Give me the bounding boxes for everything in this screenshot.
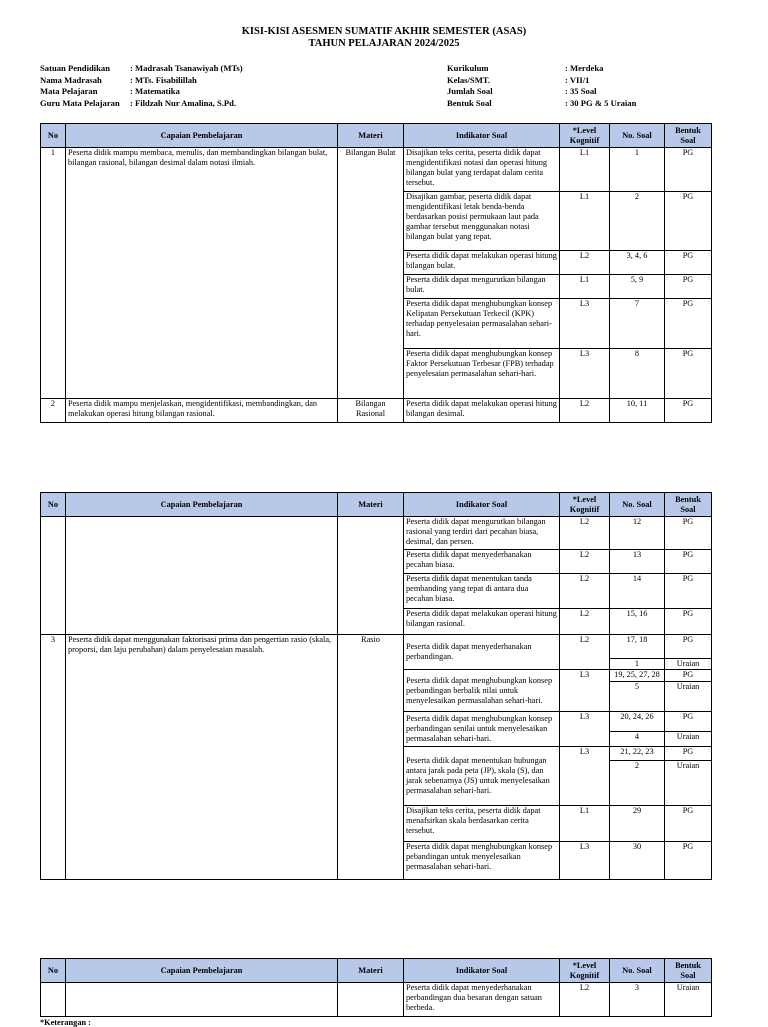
- cell-level: L2: [560, 251, 610, 275]
- cell-bentuk: Uraian: [665, 659, 712, 670]
- cell-bentuk: PG: [665, 299, 712, 349]
- header-nosoal: No. Soal: [610, 124, 665, 148]
- cell-nosoal: 29: [610, 806, 665, 842]
- header-no: No: [41, 959, 66, 983]
- cell-indikator: Peserta didik dapat menyederhanakan pecahan biasa.: [404, 550, 560, 574]
- table-row: [41, 983, 712, 1017]
- cell-materi: [338, 983, 404, 1017]
- header-nosoal: No. Soal: [610, 493, 665, 517]
- cell-level: L3: [560, 747, 610, 806]
- cell-level: L1: [560, 148, 610, 192]
- header-level: *Level Kognitif: [560, 959, 610, 983]
- kisi-table-3: [40, 958, 712, 1017]
- cell-bentuk: PG: [665, 517, 712, 550]
- cell-no: [41, 983, 66, 1017]
- cell-nosoal: 30: [610, 842, 665, 880]
- cell-indikator: Peserta didik dapat menghubungkan konsep perbandingan senilai untuk menyelesaikan permasalahan sehari-hari.: [404, 712, 560, 747]
- cell-bentuk: PG: [665, 192, 712, 251]
- header-cp: Capaian Pembelajaran: [66, 493, 338, 517]
- cell-bentuk: Uraian: [665, 682, 712, 712]
- cell-cp: [66, 983, 338, 1017]
- header-cp: Capaian Pembelajaran: [66, 124, 338, 148]
- cell-level: L1: [560, 806, 610, 842]
- cell-no: 2: [41, 399, 66, 423]
- header-bentuk: Bentuk Soal: [665, 124, 712, 148]
- meta-value: : 35 Soal: [565, 86, 597, 97]
- cell-nosoal: 13: [610, 550, 665, 574]
- cell-bentuk: Uraian: [665, 732, 712, 747]
- cell-bentuk: PG: [665, 349, 712, 399]
- cell-no: 3: [41, 635, 66, 880]
- table-row: [41, 148, 712, 192]
- cell-indikator: Disajikan gambar, peserta didik dapat mengidentifikasi letak benda-benda berdasarkan posisi permukaan laut pada gambar tersebut menggunakan notasi bilangan bulat yang tepat.: [404, 192, 560, 251]
- cell-bentuk: PG: [665, 148, 712, 192]
- table-row: [41, 399, 712, 423]
- header-level: *Level Kognitif: [560, 493, 610, 517]
- cell-cp: Peserta didik mampu membaca, menulis, dan membandingkan bilangan bulat, bilangan rasional, bilangan desimal dalam notasi ilmiah.: [66, 148, 338, 399]
- kisi-table-1: [40, 123, 712, 423]
- cell-indikator: Peserta didik dapat menghubungkan konsep perbandingan berbalik nilai untuk menyelesaikan permasalahan sehari-hari.: [404, 670, 560, 712]
- header-indikator: Indikator Soal: [404, 124, 560, 148]
- header-materi: Materi: [338, 959, 404, 983]
- cell-level: L2: [560, 550, 610, 574]
- cell-indikator: Peserta didik dapat mengurutkan bilangan rasional yang terdiri dari pecahan biasa, desimal, dan persen.: [404, 517, 560, 550]
- cell-bentuk: PG: [665, 399, 712, 423]
- cell-indikator: Disajikan teks cerita, peserta didik dapat mengidentifikasi notasi dan operasi hitung bilangan bulat yang terdapat dalam cerita tersebut.: [404, 148, 560, 192]
- cell-nosoal: 1: [610, 148, 665, 192]
- cell-materi: Rasio: [338, 635, 404, 880]
- cell-indikator: Peserta didik dapat menghubungkan konsep pebandingan untuk menyelesaikan permasalahan sehari-hari.: [404, 842, 560, 880]
- meta-value: : Merdeka: [565, 63, 604, 73]
- header-cp: Capaian Pembelajaran: [66, 959, 338, 983]
- cell-nosoal: 20, 24, 26: [610, 712, 665, 732]
- cell-no: [41, 517, 66, 635]
- cell-bentuk: PG: [665, 747, 712, 761]
- cell-bentuk: PG: [665, 275, 712, 299]
- meta-label: Kurikulum: [447, 63, 489, 73]
- cell-indikator: Peserta didik dapat menghubungkan konsep Kelipatan Persekutuan Terkecil (KPK) terhadap penyelesaian permasalahan sehari-hari.: [404, 299, 560, 349]
- cell-indikator: Peserta didik dapat menentukan hubungan antara jarak pada peta (JP), skala (S), dan jarak sebenarnya (JS) untuk menyelesaikan permasalahan sehari-hari.: [404, 747, 560, 806]
- header-no: No: [41, 124, 66, 148]
- cell-cp: [66, 517, 338, 635]
- meta-label: Mata Pelajaran: [40, 86, 98, 97]
- cell-indikator: Peserta didik dapat melakukan operasi hitung bilangan desimal.: [404, 399, 560, 423]
- cell-bentuk: PG: [665, 574, 712, 609]
- cell-materi: Bilangan Rasional: [338, 399, 404, 423]
- header-indikator: Indikator Soal: [404, 493, 560, 517]
- cell-nosoal: 21, 22, 23: [610, 747, 665, 761]
- cell-nosoal: 5, 9: [610, 275, 665, 299]
- meta-value: : 30 PG & 5 Uraian: [565, 97, 637, 108]
- cell-bentuk: PG: [665, 609, 712, 635]
- meta-label: Bentuk Soal: [447, 97, 492, 108]
- header-materi: Materi: [338, 493, 404, 517]
- header-level: *Level Kognitif: [560, 124, 610, 148]
- cell-level: L1: [560, 192, 610, 251]
- cell-nosoal: 19, 25, 27, 28: [610, 670, 665, 682]
- cell-indikator: Peserta didik dapat menghubungkan konsep Faktor Persekutuan Terbesar (FPB) terhadap penyelesaian permasalahan sehari-hari.: [404, 349, 560, 399]
- footnote: *Keterangan :: [40, 1018, 91, 1027]
- meta-left: [40, 63, 243, 109]
- meta-label: Kelas/SMT.: [447, 74, 491, 85]
- cell-nosoal: 2: [610, 761, 665, 806]
- cell-nosoal: 3, 4, 6: [610, 251, 665, 275]
- header-indikator: Indikator Soal: [404, 959, 560, 983]
- meta-value: : Madrasah Tsanawiyah (MTs): [130, 63, 243, 73]
- cell-nosoal: 14: [610, 574, 665, 609]
- document-subtitle: TAHUN PELAJARAN 2024/2025: [308, 38, 460, 49]
- kisi-table-2: [40, 492, 712, 880]
- table-row: [41, 635, 712, 659]
- cell-level: L3: [560, 712, 610, 747]
- cell-bentuk: PG: [665, 806, 712, 842]
- cell-level: L2: [560, 399, 610, 423]
- table-row: [41, 517, 712, 550]
- header-bentuk: Bentuk Soal: [665, 493, 712, 517]
- cell-level: L2: [560, 635, 610, 670]
- cell-materi: Bilangan Bulat: [338, 148, 404, 399]
- cell-level: L3: [560, 299, 610, 349]
- cell-nosoal: 5: [610, 682, 665, 712]
- header-bentuk: Bentuk Soal: [665, 959, 712, 983]
- cell-level: L1: [560, 275, 610, 299]
- cell-bentuk: PG: [665, 842, 712, 880]
- cell-nosoal: 17, 18: [610, 635, 665, 659]
- cell-level: L3: [560, 670, 610, 712]
- cell-nosoal: 4: [610, 732, 665, 747]
- cell-indikator: Peserta didik dapat menentukan tanda pembanding yang tepat di antara dua pecahan biasa.: [404, 574, 560, 609]
- cell-indikator: Peserta didik dapat melakukan operasi hitung bilangan bulat.: [404, 251, 560, 275]
- cell-no: 1: [41, 148, 66, 399]
- cell-nosoal: 15, 16: [610, 609, 665, 635]
- cell-nosoal: 8: [610, 349, 665, 399]
- cell-nosoal: 12: [610, 517, 665, 550]
- cell-level: L2: [560, 983, 610, 1017]
- cell-bentuk: PG: [665, 712, 712, 732]
- cell-nosoal: 7: [610, 299, 665, 349]
- cell-bentuk: Uraian: [665, 983, 712, 1017]
- cell-materi: [338, 517, 404, 635]
- header-no: No: [41, 493, 66, 517]
- meta-right: [447, 63, 636, 109]
- meta-label: Nama Madrasah: [40, 74, 102, 85]
- cell-bentuk: PG: [665, 251, 712, 275]
- cell-indikator: Peserta didik dapat mengurutkan bilangan bulat.: [404, 275, 560, 299]
- cell-cp: Peserta didik mampu menjelaskan, mengidentifikasi, membandingkan, dan melakukan operasi hitung bilangan rasional.: [66, 399, 338, 423]
- meta-label: Jumlah Soal: [447, 86, 493, 97]
- cell-indikator: Peserta didik dapat menyederhanakan perbandingan.: [404, 635, 560, 670]
- cell-cp: Peserta didik dapat menggunakan faktorisasi prima dan pengertian rasio (skala, proporsi, dan laju perubahan) dalam penyelesaian masalah.: [66, 635, 338, 880]
- cell-indikator: Peserta didik dapat menyederhanakan perbandingan dua besaran dengan satuan berbeda.: [404, 983, 560, 1017]
- meta-value: : VII/1: [565, 74, 590, 85]
- cell-nosoal: 2: [610, 192, 665, 251]
- header-nosoal: No. Soal: [610, 959, 665, 983]
- cell-indikator: Peserta didik dapat melakukan operasi hitung bilangan rasional.: [404, 609, 560, 635]
- meta-value: : MTs. Fisabilillah: [130, 74, 197, 85]
- cell-nosoal: 10, 11: [610, 399, 665, 423]
- cell-level: L3: [560, 842, 610, 880]
- cell-bentuk: PG: [665, 670, 712, 682]
- header-materi: Materi: [338, 124, 404, 148]
- cell-level: L3: [560, 349, 610, 399]
- meta-label: Guru Mata Pelajaran: [40, 97, 120, 108]
- meta-value: : Fildzah Nur Amalina, S.Pd.: [130, 97, 237, 108]
- cell-indikator: Disajikan teks cerita, peserta didik dapat menafsirkan skala berdasarkan cerita tersebut.: [404, 806, 560, 842]
- cell-level: L2: [560, 609, 610, 635]
- cell-bentuk: PG: [665, 550, 712, 574]
- cell-nosoal: 3: [610, 983, 665, 1017]
- meta-value: : Matematika: [130, 86, 180, 97]
- cell-level: L2: [560, 517, 610, 550]
- cell-bentuk: Uraian: [665, 761, 712, 806]
- cell-bentuk: PG: [665, 635, 712, 659]
- cell-level: L2: [560, 574, 610, 609]
- meta-label: Satuan Pendidikan: [40, 63, 110, 73]
- document-title: KISI-KISI ASESMEN SUMATIF AKHIR SEMESTER (ASAS): [241, 26, 527, 37]
- cell-nosoal: 1: [610, 659, 665, 670]
